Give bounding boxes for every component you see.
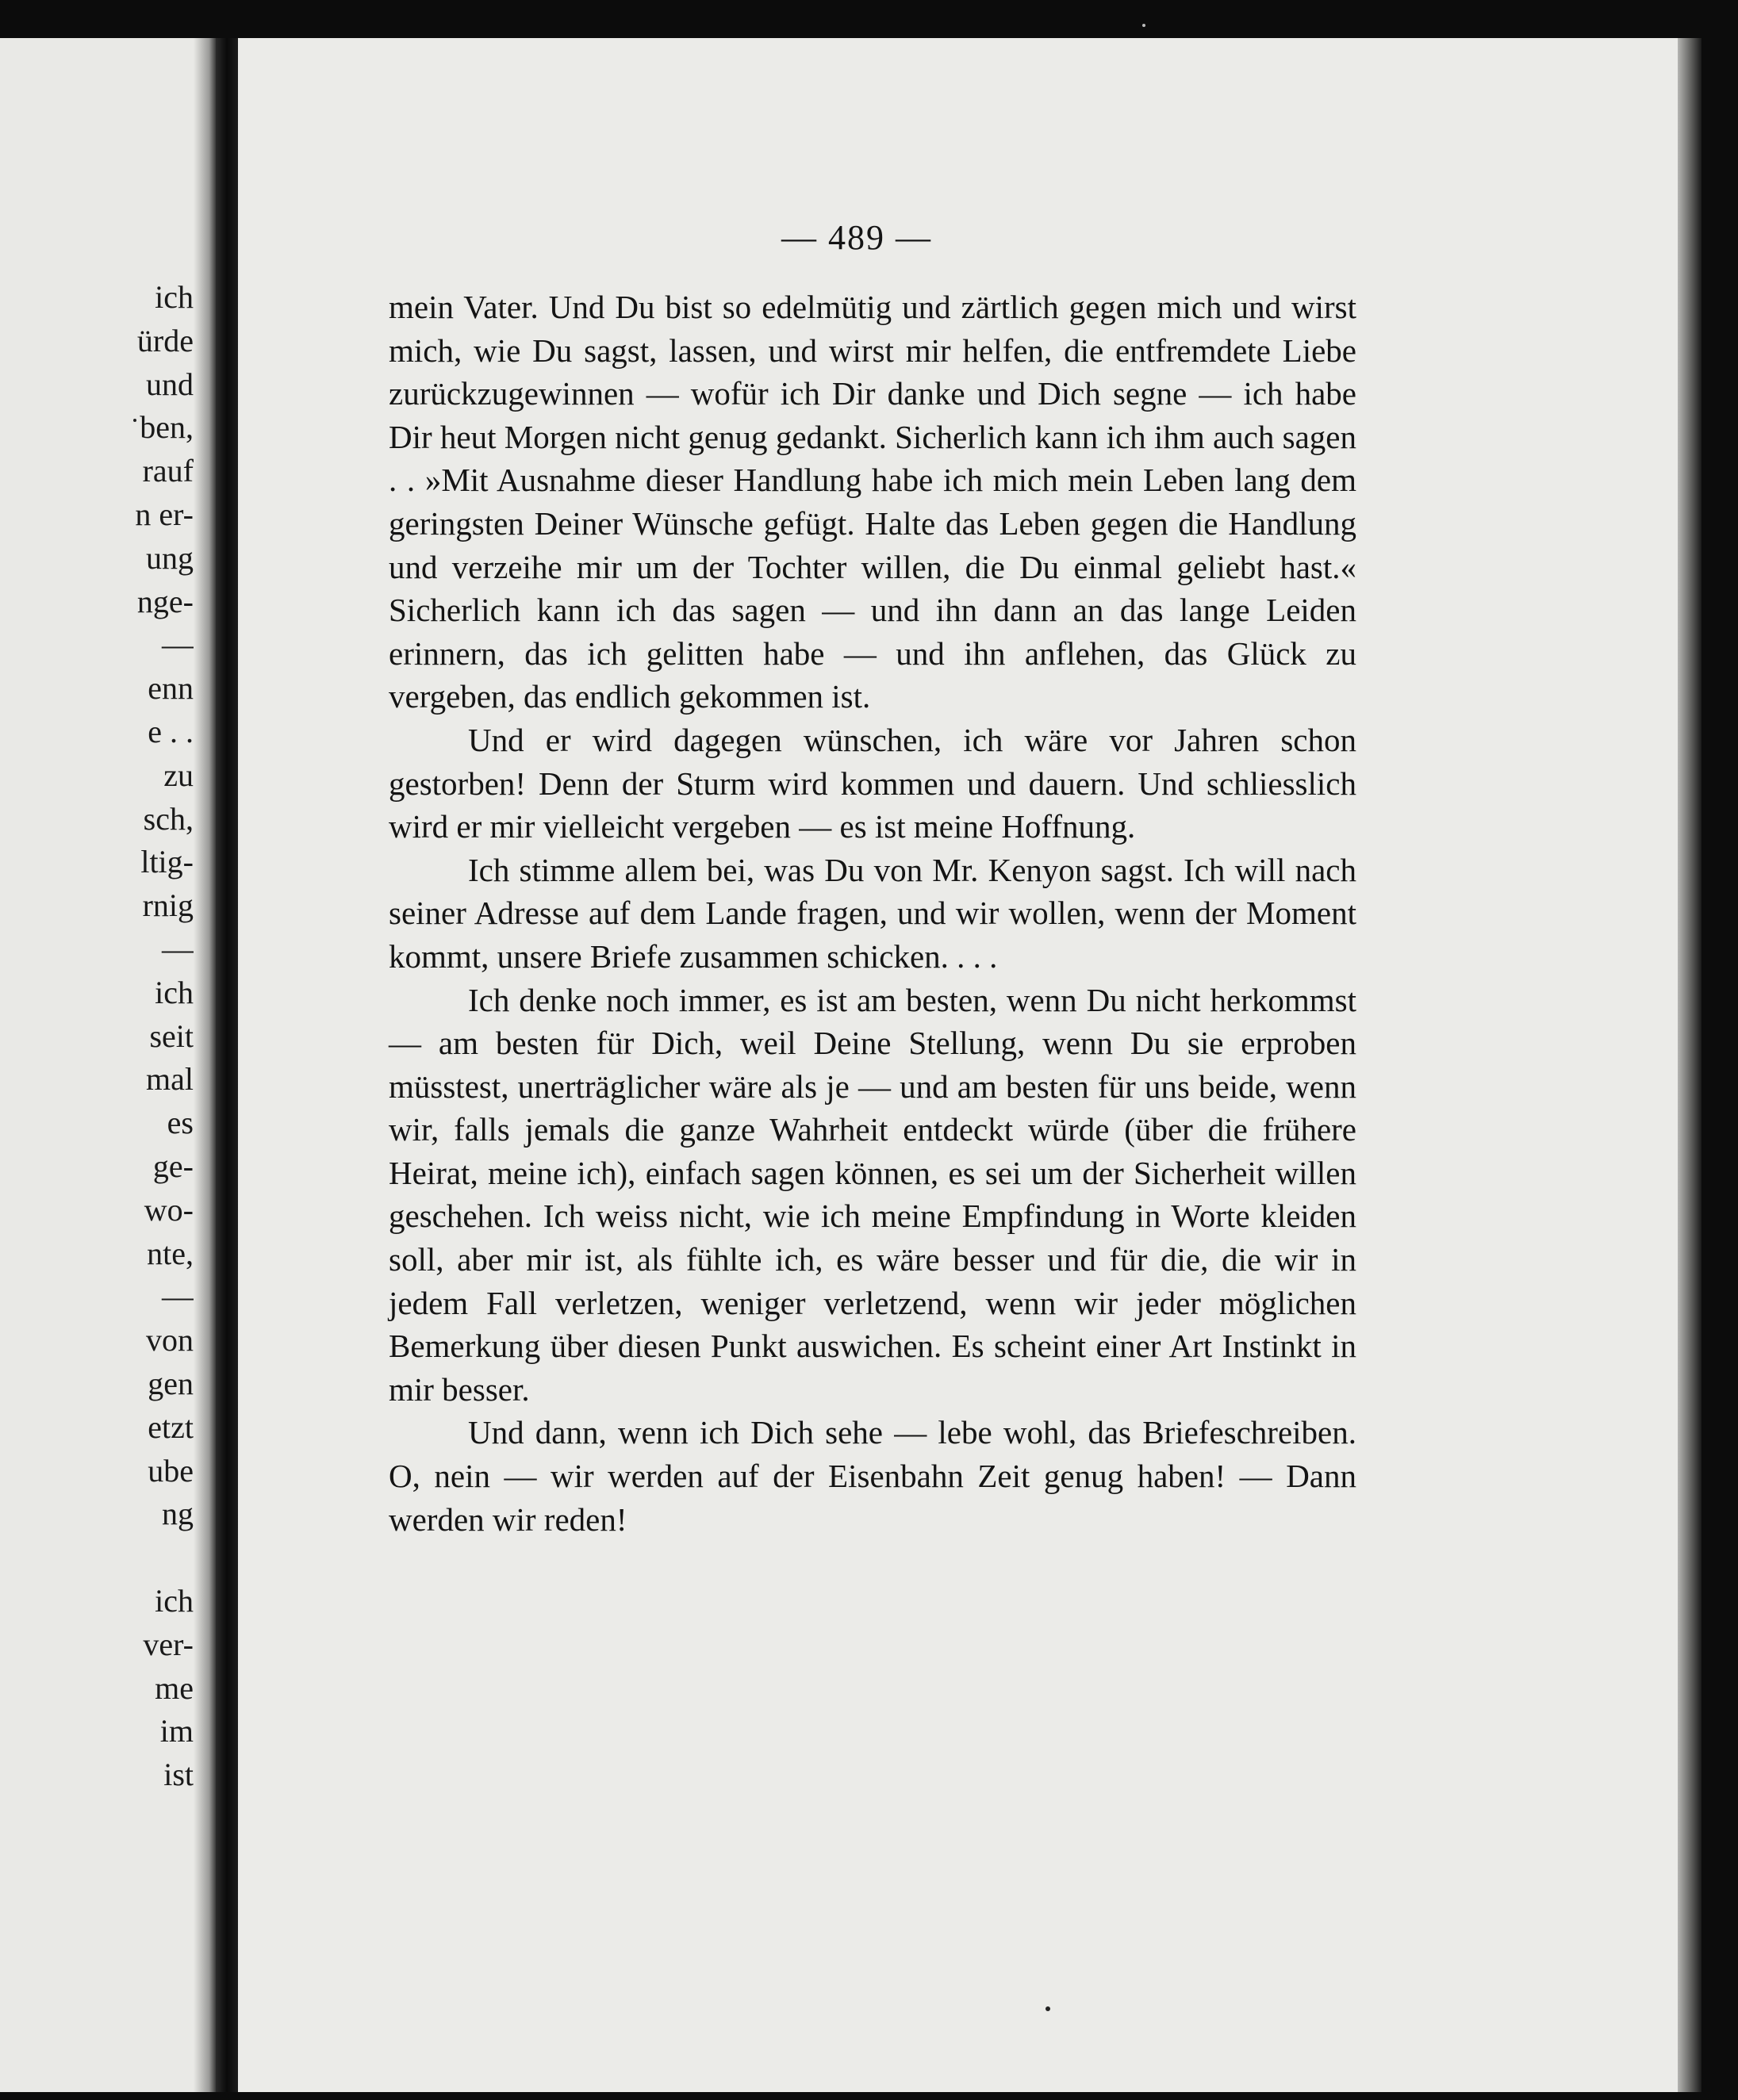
- left-page-line: gen: [148, 1365, 194, 1401]
- left-page-line: n er-: [135, 496, 194, 532]
- left-page-line: seit: [149, 1017, 194, 1054]
- left-page-line: me: [155, 1669, 194, 1706]
- left-page-line: mal: [146, 1061, 194, 1098]
- left-page-line: nte,: [147, 1235, 194, 1271]
- left-page-line: es: [167, 1105, 194, 1141]
- left-page-line: ich: [155, 1582, 194, 1619]
- left-page-line: sch,: [143, 800, 194, 837]
- book-spine: [216, 38, 238, 2092]
- paragraph-4: Ich denke noch immer, es ist am besten, wenn Du nicht herkommst — am besten für Dich, weil Deine Stellung, wenn Du sie erproben müsstest, unerträglicher wäre als je — und am besten für uns beide, wenn wir, falls jemals die ganze Wahrheit entdeckt würde (über die frühere Heirat, meine ich), einfach sagen können, es sei um der Sicherheit willen geschehen. Ich weiss nicht, wie ich meine Empfindung in Worte kleiden soll, aber mir ist, als fühlte ich, es wäre besser und für die, die wir in jedem Fall verletzen, weniger verletzend, wenn wir jeder möglichen Bemerkung über diesen Punkt auswichen. Es scheint einer Art Instinkt in mir besser.: [389, 981, 1356, 1408]
- left-page-fold-shadow: [194, 38, 216, 2092]
- left-page-line: —: [162, 627, 194, 663]
- left-page-line: ürde: [136, 322, 194, 358]
- page-number: — 489 —: [781, 218, 932, 257]
- left-page-line: ng: [162, 1496, 194, 1532]
- paragraph-3: Ich stimme allem bei, was Du von Mr. Kenyon sagst. Ich will nach seiner Adresse auf dem Lande fragen, und wir wollen, wenn der Moment kommt, unsere Briefe zusammen schicken. . . .: [389, 851, 1356, 975]
- left-page-line: von: [146, 1322, 194, 1358]
- left-page-line: wo-: [144, 1191, 194, 1228]
- left-page-line: im: [159, 1713, 194, 1749]
- paragraph-2: Und er wird dagegen wünschen, ich wäre vor Jahren schon gestorben! Denn der Sturm wird kommen und dauern. Und schliesslich wird er mir vielleicht vergeben — es ist meine Hoffnung.: [389, 721, 1356, 845]
- left-page-line: und: [146, 366, 194, 402]
- page-content: [389, 214, 1356, 1541]
- left-page-line: rauf: [142, 453, 194, 489]
- left-page-line: rnig: [142, 887, 194, 924]
- paper-speck: [1045, 2006, 1050, 2011]
- left-page: [0, 38, 216, 2092]
- left-page-line: —: [162, 1278, 194, 1315]
- left-page-line: —: [162, 930, 194, 967]
- left-page-text-fragments: [0, 276, 194, 1797]
- paragraph-5: Und dann, wenn ich Dich sehe — lebe wohl, das Briefeschreiben. O, nein — wir werden auf der Eisenbahn Zeit genug haben! — Dann werden wir reden!: [389, 1414, 1356, 1538]
- body-text: [389, 285, 1356, 1541]
- paper-speck: [1142, 24, 1145, 27]
- left-page-line: zu: [163, 757, 194, 793]
- left-page-line: ltig-: [140, 844, 194, 880]
- left-page-line: ich: [155, 279, 194, 315]
- left-page-line: ung: [146, 539, 194, 576]
- paragraph-1: mein Vater. Und Du bist so edelmütig und zärtlich gegen mich und wirst mich, wie Du sagst, lassen, und wirst mir helfen, die entfremdete Liebe zurückzugewinnen — wofür ich Dir danke und Dich segne — ich habe Dir heut Morgen nicht genug gedankt. Sicherlich kann ich ihm auch sagen . . »Mit Ausnahme dieser Handlung habe ich mich mein Leben lang dem geringsten Deiner Wünsche gefügt. Halte das Leben gegen die Handlung und verzeihe mir um der Tochter willen, die Du einmal geliebt hast.« Sicherlich kann ich das sagen — und ihn dann an das lange Leiden erinnern, das ich gelitten habe — und ihn anflehen, das Glück zu vergeben, das endlich gekommen ist.: [389, 289, 1356, 715]
- left-page-line: ich: [155, 974, 194, 1010]
- paper-speck: [133, 419, 136, 422]
- left-page-line: e . .: [148, 713, 194, 749]
- left-page-line: ver-: [143, 1626, 194, 1662]
- right-page-edge: [1678, 38, 1702, 2092]
- left-page-line: ben,: [140, 409, 194, 446]
- left-page-line: ist: [163, 1757, 194, 1793]
- left-page-line: [0, 1536, 194, 1580]
- left-page-line: ube: [148, 1452, 194, 1489]
- left-page-line: nge-: [136, 583, 194, 619]
- left-page-line: enn: [148, 670, 194, 707]
- left-page-line: etzt: [148, 1408, 194, 1445]
- left-page-line: ge-: [152, 1148, 194, 1184]
